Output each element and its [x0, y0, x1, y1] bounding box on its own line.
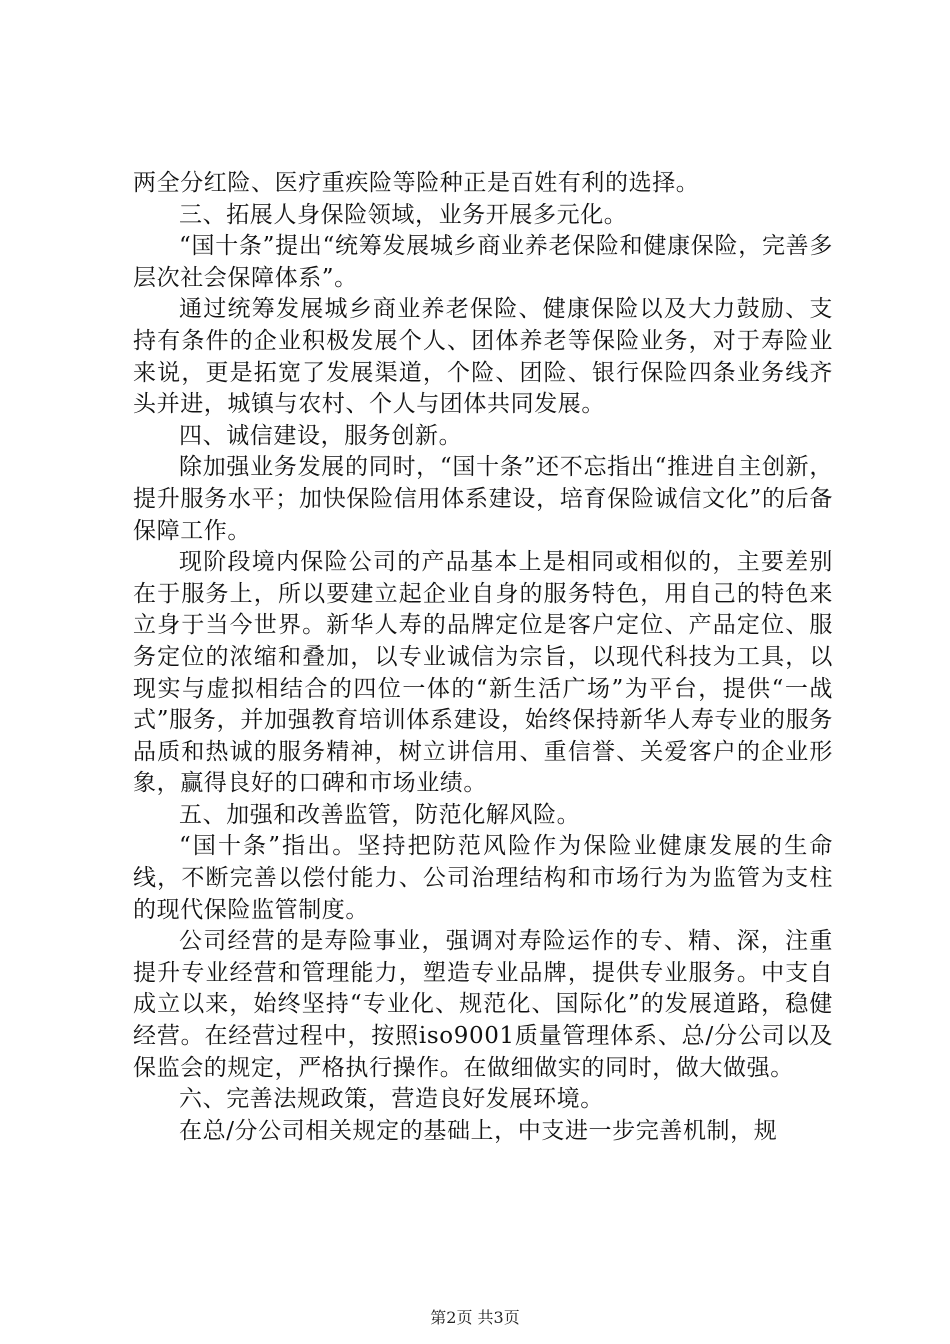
section-heading-3: 三、拓展人身保险领域，业务开展多元化。 — [179, 201, 628, 228]
paragraph: “国十条”指出。坚持把防范风险作为保险业健康发展的生命线，不断完善以偿付能力、公司治理结构和市场行为为监管为支柱的现代保险监管制度。 — [133, 833, 833, 923]
paragraph: 通过统筹发展城乡商业养老保险、健康保险以及大力鼓励、支持有条件的企业积极发展个人、团体养老等保险业务，对于寿险业来说，更是拓宽了发展渠道，个险、团险、银行保险四条业务线齐头并进，城镇与农村、个人与团体共同发展。 — [133, 296, 833, 418]
section-heading-4: 四、诚信建设，服务创新。 — [179, 422, 463, 449]
section-heading-6: 六、完善法规政策，营造良好发展环境。 — [179, 1086, 604, 1113]
section-heading-5: 五、加强和改善监管，防范化解风险。 — [179, 801, 581, 828]
page-number-footer: 第2页 共3页 — [430, 1308, 520, 1327]
paragraph-continuation: 两全分红险、医疗重疾险等险种正是百姓有利的选择。 — [133, 170, 700, 196]
paragraph: 现阶段境内保险公司的产品基本上是相同或相似的，主要差别在于服务上，所以要建立起企业自身的服务特色，用自己的特色来立身于当今世界。新华人寿的品牌定位是客户定位、产品定位、服务定位的浓缩和叠加，以专业诚信为宗旨，以现代科技为工具，以现实与虚拟相结合的四位一体的“新生活广场”为平台，提供“一战式”服务，并加强教育培训体系建设，始终保持新华人寿专业的服务品质和热诚的服务精神，树立讲信用、重信誉、关爱客户的企业形象，赢得良好的口碑和市场业绩。 — [133, 549, 833, 797]
paragraph: 公司经营的是寿险事业，强调对寿险运作的专、精、深，注重提升专业经营和管理能力，塑造专业品牌，提供专业服务。中支自成立以来，始终坚持“专业化、规范化、国际化”的发展道路，稳健经营。在经营过程中，按照iso9001质量管理体系、总/分公司以及保监会的规定，严格执行操作。在做细做实的同时，做大做强。 — [133, 928, 833, 1081]
paragraph: 在总/分公司相关规定的基础上，中支进一步完善机制，规 — [179, 1117, 778, 1144]
paragraph: 除加强业务发展的同时，“国十条”还不忘指出“推进自主创新，提升服务水平；加快保险信用体系建设，培育保险诚信文化”的后备保障工作。 — [133, 454, 833, 544]
paragraph: “国十条”提出“统筹发展城乡商业养老保险和健康保险，完善多层次社会保障体系”。 — [133, 233, 833, 291]
body-text — [133, 168, 833, 1147]
